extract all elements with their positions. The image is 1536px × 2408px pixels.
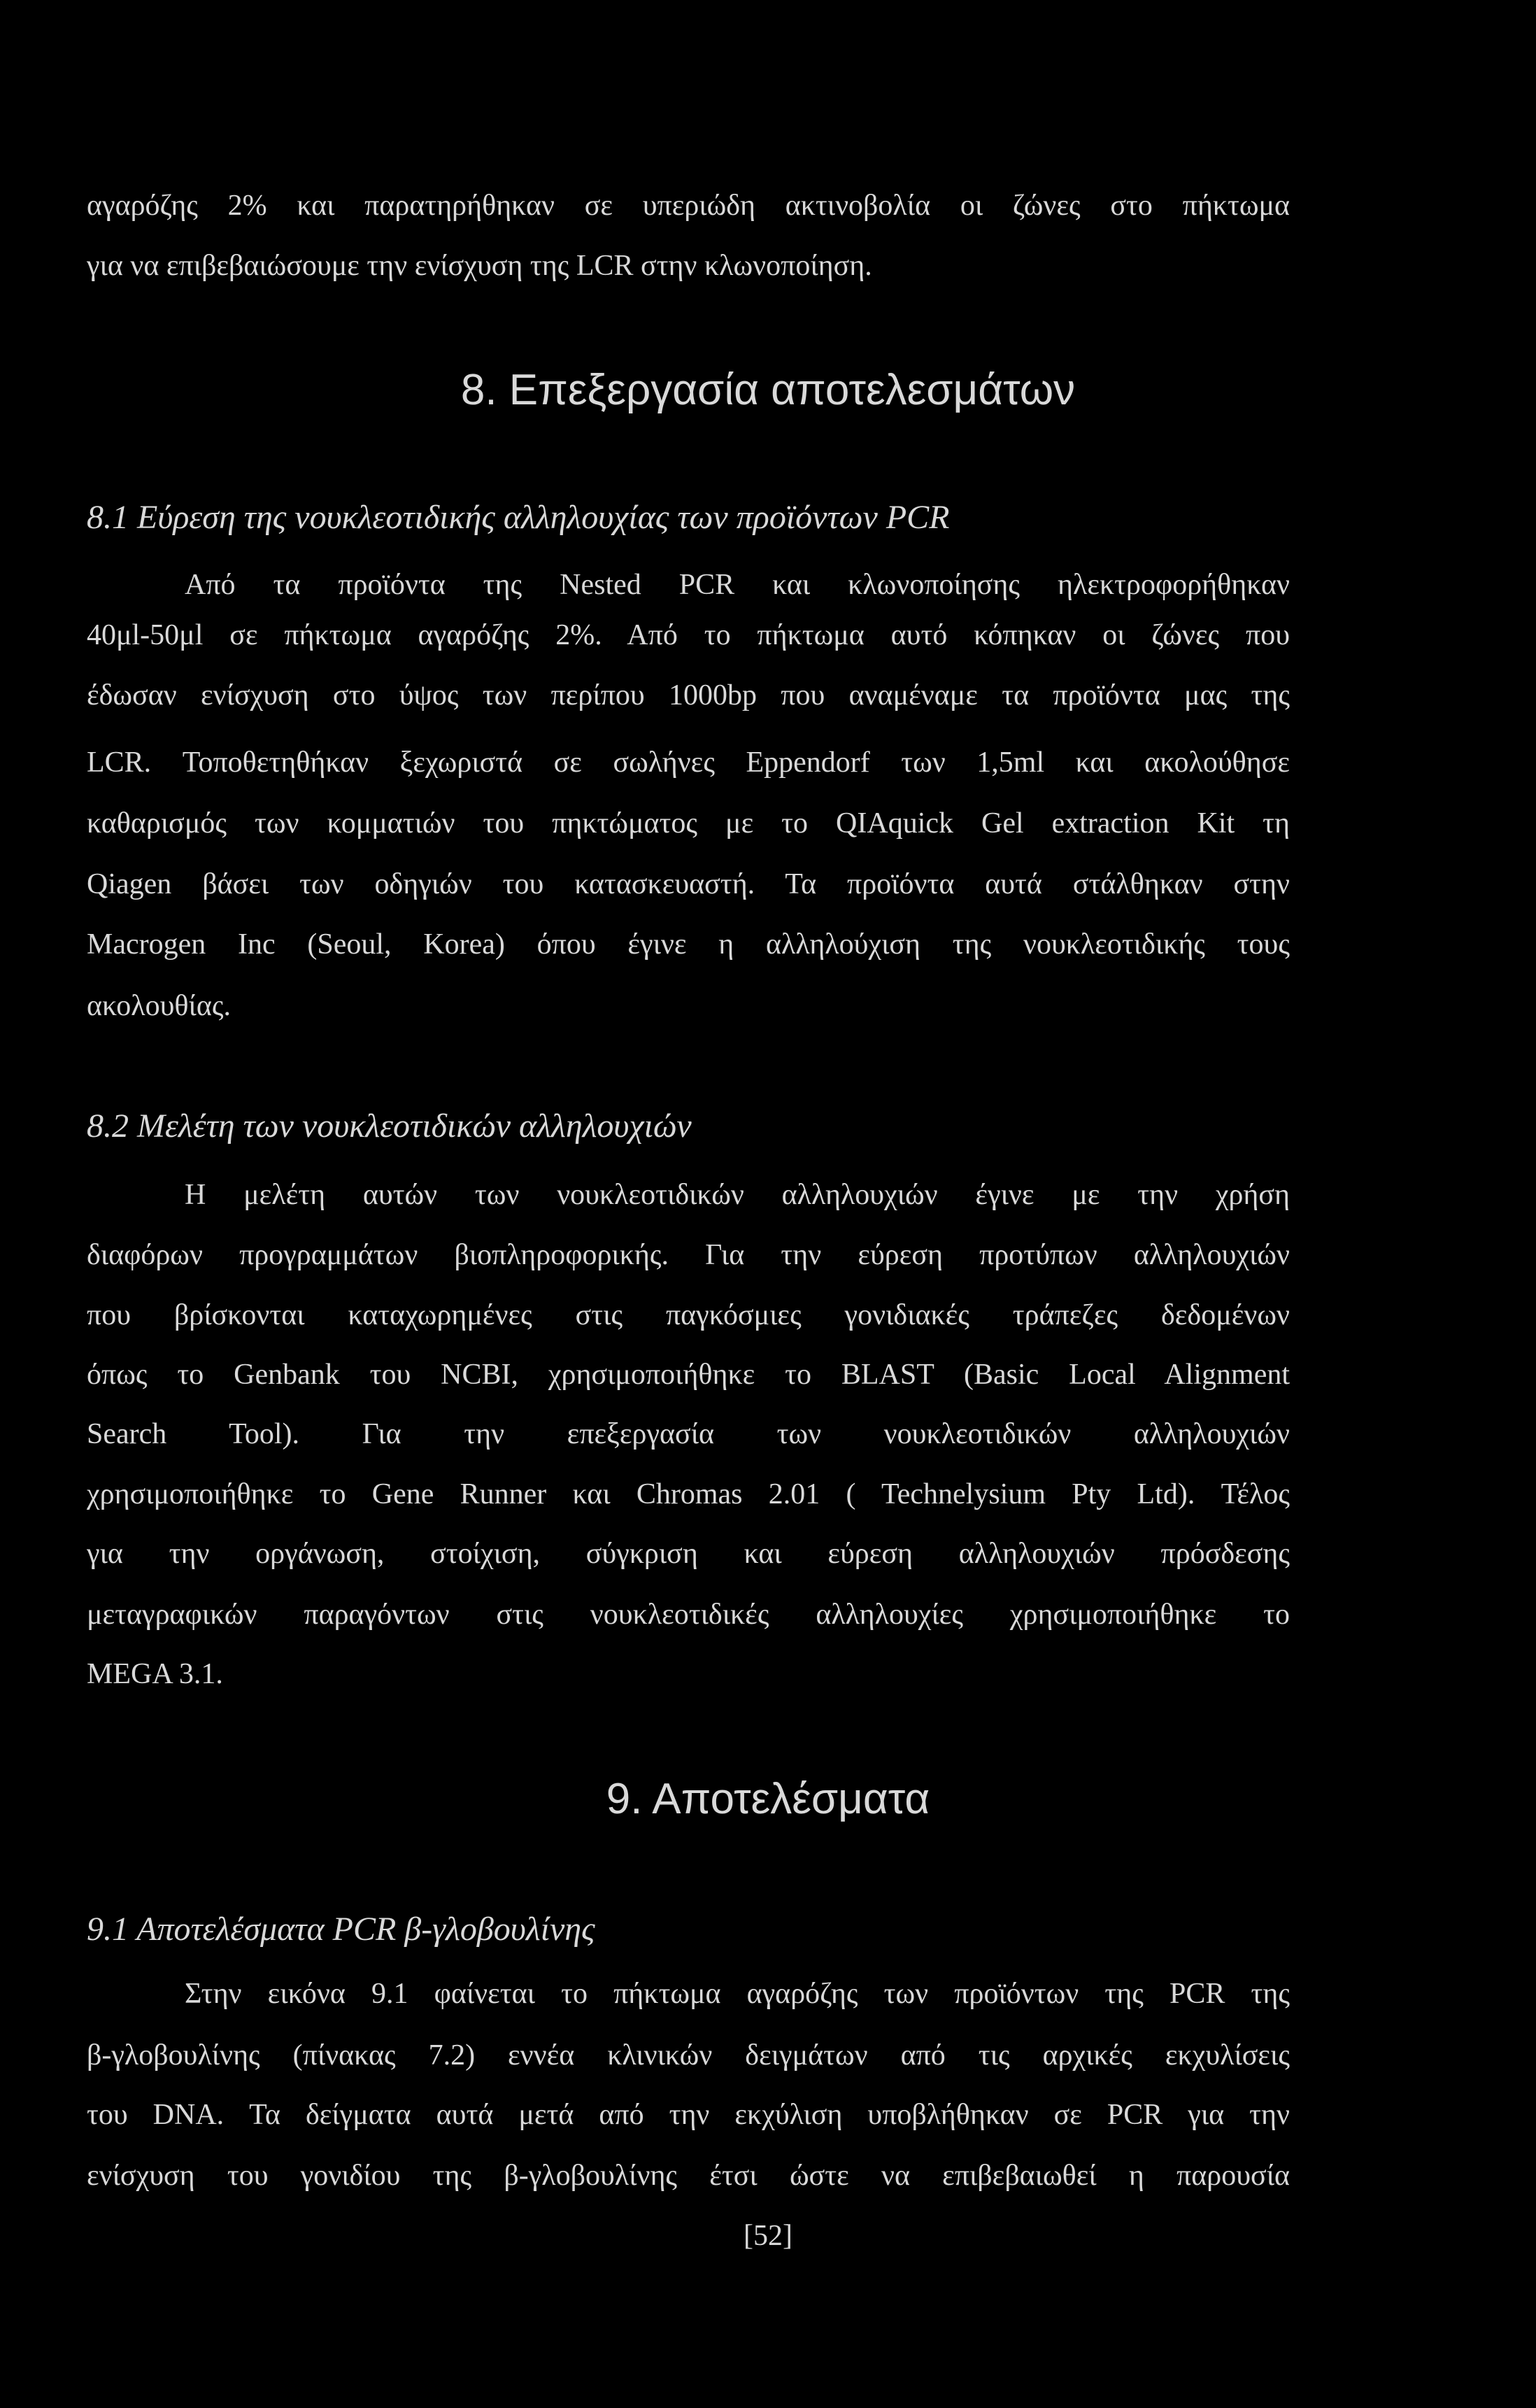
paragraph-line: Η μελέτη αυτών των νουκλεοτιδικών αλληλουχιών έγινε με την χρήση bbox=[185, 1179, 1290, 1211]
paragraph-line: Qiagen βάσει των οδηγιών του κατασκευαστή. Τα προϊόντα αυτά στάλθηκαν στην bbox=[87, 868, 1290, 900]
paragraph-line: καθαρισμός των κομματιών του πηκτώματος με το QIAquick Gel extraction Kit τη bbox=[87, 807, 1290, 840]
subsection-heading: 8.2 Μελέτη των νουκλεοτιδικών αλληλουχιών bbox=[87, 1107, 692, 1145]
paragraph-line: Search Tool). Για την επεξεργασία των νουκλεοτιδικών αλληλουχιών bbox=[87, 1418, 1290, 1450]
paragraph-line: του DNA. Τα δείγματα αυτά μετά από την εκχύλιση υποβλήθηκαν σε PCR για την bbox=[87, 2099, 1290, 2131]
section-heading: 8. Επεξεργασία αποτελεσμάτων bbox=[460, 366, 1076, 414]
subsection-heading: 8.1 Εύρεση της νουκλεοτιδικής αλληλουχίας των προϊόντων PCR bbox=[87, 499, 950, 536]
paragraph-line: αγαρόζης 2% και παρατηρήθηκαν σε υπεριώδη ακτινοβολία οι ζώνες στο πήκτωμα bbox=[87, 190, 1290, 222]
paragraph-line: διαφόρων προγραμμάτων βιοπληροφορικής. Για την εύρεση προτύπων αλληλουχιών bbox=[87, 1239, 1290, 1271]
subsection-heading: 9.1 Αποτελέσματα PCR β-γλοβουλίνης bbox=[87, 1911, 595, 1948]
paragraph-line: 40μl-50μl σε πήκτωμα αγαρόζης 2%. Από το πήκτωμα αυτό κόπηκαν οι ζώνες που bbox=[87, 619, 1290, 651]
section-heading: 9. Αποτελέσματα bbox=[606, 1775, 930, 1823]
paragraph-line: MEGA 3.1. bbox=[87, 1658, 223, 1690]
paragraph-line: όπως το Genbank του NCBI, χρησιμοποιήθηκε το BLAST (Basic Local Alignment bbox=[87, 1359, 1290, 1391]
paragraph-line: μεταγραφικών παραγόντων στις νουκλεοτιδικές αλληλουχίες χρησιμοποιήθηκε το bbox=[87, 1599, 1290, 1631]
paragraph-line: Από τα προϊόντα της Nested PCR και κλωνοποίησης ηλεκτροφορήθηκαν bbox=[185, 569, 1290, 601]
paragraph-line: για την οργάνωση, στοίχιση, σύγκριση και εύρεση αλληλουχιών πρόσδεσης bbox=[87, 1538, 1290, 1570]
page-number: [52] bbox=[744, 2220, 792, 2252]
paragraph-line: ακολουθίας. bbox=[87, 990, 231, 1022]
paragraph-line: χρησιμοποιήθηκε το Gene Runner και Chromas 2.01 ( Technelysium Pty Ltd). Τέλος bbox=[87, 1478, 1290, 1510]
paragraph-line: ενίσχυση του γονιδίου της β-γλοβουλίνης έτσι ώστε να επιβεβαιωθεί η παρουσία bbox=[87, 2160, 1290, 2192]
paragraph-line: που βρίσκονται καταχωρημένες στις παγκόσμιες γονιδιακές τράπεζες δεδομένων bbox=[87, 1299, 1290, 1331]
paragraph-line: β-γλοβουλίνης (πίνακας 7.2) εννέα κλινικών δειγμάτων από τις αρχικές εκχυλίσεις bbox=[87, 2039, 1290, 2071]
paragraph-line: Στην εικόνα 9.1 φαίνεται το πήκτωμα αγαρόζης των προϊόντων της PCR της bbox=[185, 1978, 1290, 2010]
paragraph-line: έδωσαν ενίσχυση στο ύψος των περίπου 1000bp που αναμέναμε τα προϊόντα μας της bbox=[87, 679, 1290, 711]
paragraph-line: LCR. Τοποθετηθήκαν ξεχωριστά σε σωλήνες Eppendorf των 1,5ml και ακολούθησε bbox=[87, 746, 1290, 779]
paragraph-line: για να επιβεβαιώσουμε την ενίσχυση της LCR στην κλωνοποίηση. bbox=[87, 250, 872, 282]
paragraph-line: Macrogen Inc (Seoul, Korea) όπου έγινε η αλληλούχιση της νουκλεοτιδικής τους bbox=[87, 928, 1290, 961]
